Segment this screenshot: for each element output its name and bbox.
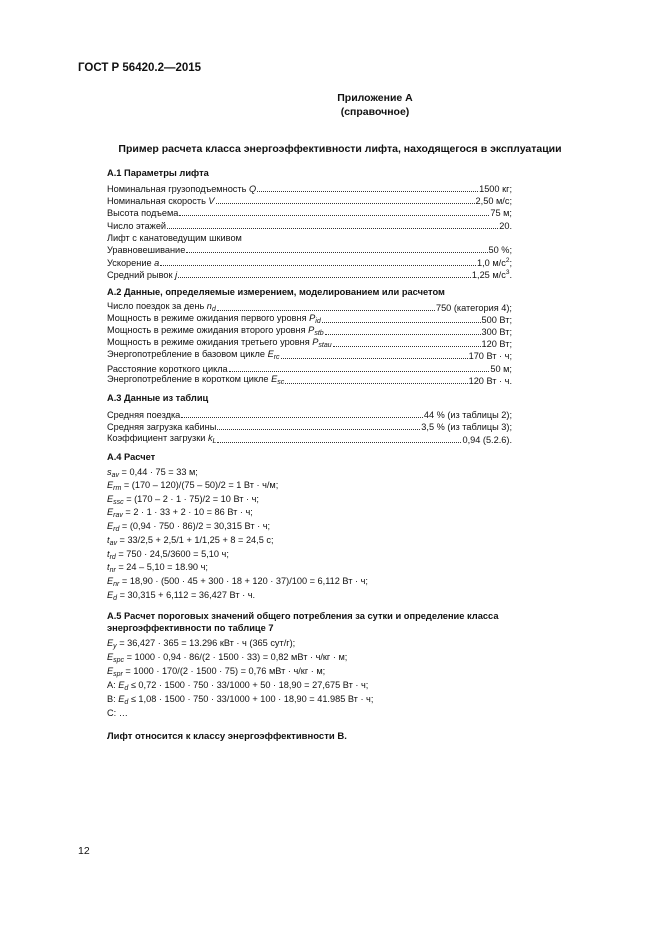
a1-row: Ускорение a 1,0 $м/с^2$; <box>107 257 512 268</box>
a3-row: Средняя поездка 44 % (из таблицы 2); <box>107 410 512 420</box>
main-title: Пример расчета класса энергоэффективности лифта, находящегося в эксплуатации <box>118 143 562 155</box>
a2-row: Мощность в режиме ожидания третьего уровня $P_{stau}$ 120 Вт; <box>107 337 512 349</box>
a4-formula: $t_{rd} = 750 \cdot 24,5/3600 = 5,10$ ч; <box>107 549 229 561</box>
a4-formula: $E_{nr} = 18,90 \cdot (500 \cdot 45 + 300 \cdot 18 + 120 \cdot 37)/100 = 6,112$ Вт · ч; <box>107 576 368 588</box>
a2-row: Мощность в режиме ожидания первого уровня $P_{id}$ 500 Вт; <box>107 313 512 325</box>
a4-formula: $E_{rm} = (170 - 120)/(75 - 50)/2 = 1$ Вт · ч/м; <box>107 480 279 492</box>
a4-formula: $E_{ssc} = (170 - 2 \cdot 1 \cdot 75)/2 = 10$ Вт · ч; <box>107 494 259 506</box>
a1-row: Номинальная скорость V 2,50 м/с; <box>107 196 512 206</box>
section-a3-heading: А.3 Данные из таблиц <box>107 393 209 403</box>
a1-row: Средний рывок j 1,25 $м/с^3$. <box>107 269 512 280</box>
a2-row: Расстояние короткого цикла 50 м; <box>107 364 512 374</box>
a4-formula: $t_{nr} = 24 - 5,10 = 18.90$ ч; <box>107 562 208 574</box>
a5-formula: A: $E_d \le 0,72 \cdot 1500 \cdot 750 \cdot 33/1000 + 50 \cdot 18,90 = 27,675$ Вт · ч; <box>107 680 369 692</box>
conclusion-text: Лифт относится к классу энергоэффективности В. <box>107 731 347 742</box>
page-number: 12 <box>78 845 90 857</box>
a5-formula: C: … <box>107 708 128 718</box>
a2-row: Число поездок за день $n_d$ 750 (категория 4); <box>107 301 512 313</box>
section-a4-heading: А.4 Расчет <box>107 452 156 462</box>
section-a5-heading-line2: энергоэффективности по таблице 7 <box>107 623 274 633</box>
section-a1-heading: А.1 Параметры лифта <box>107 168 209 178</box>
a1-row: Высота подъема 75 м; <box>107 208 512 218</box>
section-a5-heading-line1: А.5 Расчет пороговых значений общего потребления за сутки и определение класса <box>107 611 499 621</box>
a3-row: Средняя загрузка кабины 3,5 % (из таблицы 3); <box>107 422 512 432</box>
a4-formula: $E_d = 30,315 + 6,112 = 36,427$ Вт · ч. <box>107 590 256 602</box>
a1-plain-text: Лифт с канатоведущим шкивом <box>107 233 242 243</box>
appendix-subtitle: (справочное) <box>340 106 410 118</box>
a5-formula: $E_{spc} = 1000 \cdot 0,94 \cdot 86/(2 \cdot 1500 \cdot 33) = 0,82$ мВт · ч/кг · м; <box>107 652 348 664</box>
a1-row: Уравновешивание 50 %; <box>107 245 512 255</box>
doc-code-header: ГОСТ Р 56420.2—2015 <box>78 62 202 74</box>
a2-row: Энергопотребление в базовом цикле $E_{rc}$ 170 Вт · ч; <box>107 349 512 361</box>
a2-row: Энергопотребление в коротком цикле $E_{sc}$ 120 Вт · ч. <box>107 374 512 386</box>
a3-row: Коэффициент загрузки $k_L$ 0,94 (5.2.6). <box>107 433 512 445</box>
a4-formula: $E_{rav} = 2 \cdot 1 \cdot 33 + 2 \cdot 10 = 86$ Вт · ч; <box>107 507 253 519</box>
a1-row: Число этажей 20. <box>107 221 512 231</box>
a2-row: Мощность в режиме ожидания второго уровня $P_{stb}$ 300 Вт; <box>107 325 512 337</box>
appendix-title: Приложение А <box>337 92 413 104</box>
a5-formula: $E_y = 36,427 \cdot 365 = 13.296$ кВт · ч (365 сут/г); <box>107 638 296 650</box>
a4-formula: $s_{av} = 0,44 \cdot 75 = 33$ м; <box>107 467 198 479</box>
a4-formula: $E_{rd} = (0,94 \cdot 750 \cdot 86)/2 = 30,315$ Вт · ч; <box>107 521 271 533</box>
a1-row: Номинальная грузоподъемность Q 1500 кг; <box>107 184 512 194</box>
section-a2-heading: А.2 Данные, определяемые измерением, моделированием или расчетом <box>107 287 445 297</box>
a5-formula: B: $E_d \le 1,08 \cdot 1500 \cdot 750 \cdot 33/1000 + 100 \cdot 18,90 = 41.985$ Вт · ч; <box>107 694 374 706</box>
a5-formula: $E_{spr} = 1000 \cdot 170/(2 \cdot 1500 \cdot 75) = 0,76$ мВт · ч/кг · м; <box>107 666 326 678</box>
a4-formula: $t_{av} = 33/2,5 + 2,5/1 + 1/1,25 + 8 = 24,5$ с; <box>107 535 274 547</box>
